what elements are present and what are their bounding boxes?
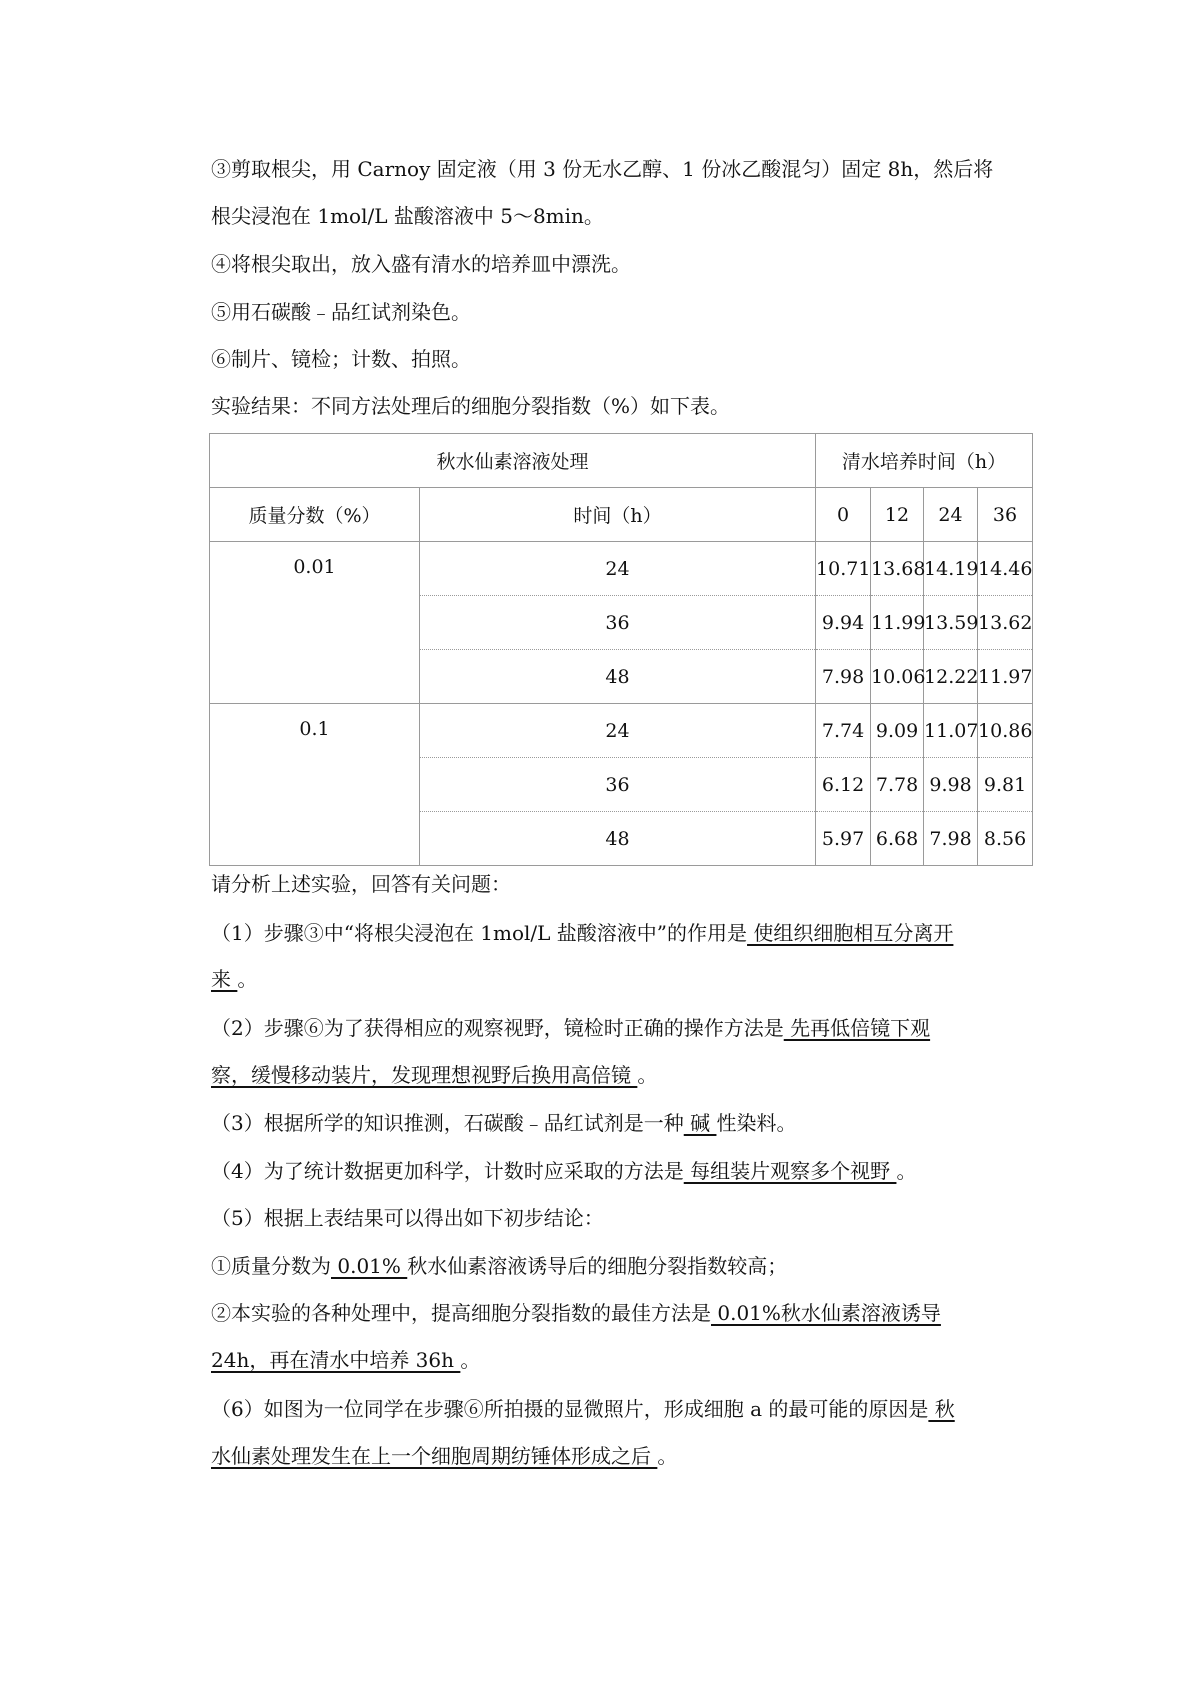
value-cell: 7.78 (871, 758, 924, 812)
header-col-0: 0 (816, 488, 871, 542)
time-cell: 48 (420, 812, 816, 866)
value-cell: 14.46 (978, 542, 1033, 596)
value-cell: 10.86 (978, 704, 1033, 758)
q3-text: （3）根据所学的知识推测，石碳酸﹣品红试剂是一种 (211, 1111, 684, 1135)
header-col-36: 36 (978, 488, 1033, 542)
mass-cell: 0.1 (210, 704, 420, 866)
results-table (209, 433, 1033, 866)
q5-line: （5）根据上表结果可以得出如下初步结论： (211, 1206, 604, 1230)
value-cell: 11.07 (924, 704, 978, 758)
q5-1-line (211, 1253, 787, 1279)
value-cell: 7.74 (816, 704, 871, 758)
table-row (210, 542, 1033, 596)
header-mass: 质量分数（%） (210, 488, 420, 542)
q6-line2 (211, 1443, 677, 1469)
mass-cell: 0.01 (210, 542, 420, 704)
q5-1-answer: 0.01% (331, 1254, 408, 1278)
q2-end: 。 (637, 1063, 658, 1087)
time-cell: 24 (420, 704, 816, 758)
step6: ⑥制片、镜检；计数、拍照。 (211, 347, 471, 371)
result-intro: 实验结果：不同方法处理后的细胞分裂指数（%）如下表。 (211, 394, 731, 418)
value-cell: 6.12 (816, 758, 871, 812)
step4: ④将根尖取出，放入盛有清水的培养皿中漂洗。 (211, 252, 631, 276)
value-cell: 5.97 (816, 812, 871, 866)
value-cell: 9.81 (978, 758, 1033, 812)
q5-1-text-b: 秋水仙素溶液诱导后的细胞分裂指数较高； (407, 1254, 788, 1278)
header-water-time: 清水培养时间（h） (816, 434, 1033, 488)
q2-line1 (211, 1015, 930, 1041)
q5-2-end: 。 (460, 1348, 481, 1372)
table-header-row-1 (210, 434, 1033, 488)
q6-line1 (211, 1396, 955, 1422)
q1-text: （1）步骤③中“将根尖浸泡在 1mol/L 盐酸溶液中”的作用是 (211, 921, 748, 945)
q2-answer-cont: 察，缓慢移动装片，发现理想视野后换用高倍镜 (211, 1063, 638, 1087)
q2-text: （2）步骤⑥为了获得相应的观察视野，镜检时正确的操作方法是 (211, 1016, 784, 1040)
value-cell: 7.98 (924, 812, 978, 866)
q1-line1 (211, 920, 953, 946)
q1-line2 (211, 966, 257, 992)
value-cell: 9.98 (924, 758, 978, 812)
header-col-24: 24 (924, 488, 978, 542)
value-cell: 9.94 (816, 596, 871, 650)
value-cell: 8.56 (978, 812, 1033, 866)
value-cell: 13.62 (978, 596, 1033, 650)
value-cell: 10.06 (871, 650, 924, 704)
questions-intro: 请分析上述实验，回答有关问题： (211, 872, 511, 896)
header-colchicine: 秋水仙素溶液处理 (210, 434, 816, 488)
q5-2-text: ②本实验的各种处理中，提高细胞分裂指数的最佳方法是 (211, 1301, 711, 1325)
time-cell: 48 (420, 650, 816, 704)
time-cell: 36 (420, 758, 816, 812)
q1-end: 。 (237, 967, 258, 991)
step3-line2: 根尖浸泡在 1mol/L 盐酸溶液中 5～8min。 (211, 204, 604, 228)
q3-text-b: 性染料。 (716, 1111, 797, 1135)
value-cell: 14.19 (924, 542, 978, 596)
table-row (210, 704, 1033, 758)
q6-text: （6）如图为一位同学在步骤⑥所拍摄的显微照片，形成细胞 a 的最可能的原因是 (211, 1397, 929, 1421)
value-cell: 10.71 (816, 542, 871, 596)
time-cell: 24 (420, 542, 816, 596)
q6-end: 。 (657, 1444, 678, 1468)
q1-answer: 使组织细胞相互分离开 (747, 921, 954, 945)
q1-answer-cont: 来 (211, 967, 238, 991)
q5-2-line1 (211, 1300, 941, 1326)
q4-answer: 每组装片观察多个视野 (683, 1159, 897, 1183)
value-cell: 7.98 (816, 650, 871, 704)
header-time: 时间（h） (420, 488, 816, 542)
q5-1-text: ①质量分数为 (211, 1254, 331, 1278)
value-cell: 11.99 (871, 596, 924, 650)
q5-2-line2 (211, 1347, 480, 1373)
q2-line2 (211, 1062, 657, 1088)
q5-2-answer: 0.01%秋水仙素溶液诱导 (711, 1301, 941, 1325)
q6-answer: 秋 (928, 1397, 955, 1421)
value-cell: 12.22 (924, 650, 978, 704)
q4-line (211, 1158, 916, 1184)
value-cell: 13.68 (871, 542, 924, 596)
q2-answer: 先再低倍镜下观 (783, 1016, 931, 1040)
header-col-12: 12 (871, 488, 924, 542)
value-cell: 9.09 (871, 704, 924, 758)
q4-end: 。 (896, 1159, 917, 1183)
value-cell: 13.59 (924, 596, 978, 650)
value-cell: 6.68 (871, 812, 924, 866)
q4-text: （4）为了统计数据更加科学，计数时应采取的方法是 (211, 1159, 684, 1183)
step3-line1: ③剪取根尖，用 Carnoy 固定液（用 3 份无水乙醇、1 份冰乙酸混匀）固定 8h，然后将 (211, 157, 994, 181)
q3-line (211, 1110, 796, 1136)
step5: ⑤用石碳酸﹣品红试剂染色。 (211, 300, 471, 324)
q6-answer-cont: 水仙素处理发生在上一个细胞周期纺锤体形成之后 (211, 1444, 658, 1468)
time-cell: 36 (420, 596, 816, 650)
value-cell: 11.97 (978, 650, 1033, 704)
q5-2-answer-cont: 24h，再在清水中培养 36h (211, 1348, 461, 1372)
q3-answer: 碱 (683, 1111, 717, 1135)
table-header-row-2 (210, 488, 1033, 542)
